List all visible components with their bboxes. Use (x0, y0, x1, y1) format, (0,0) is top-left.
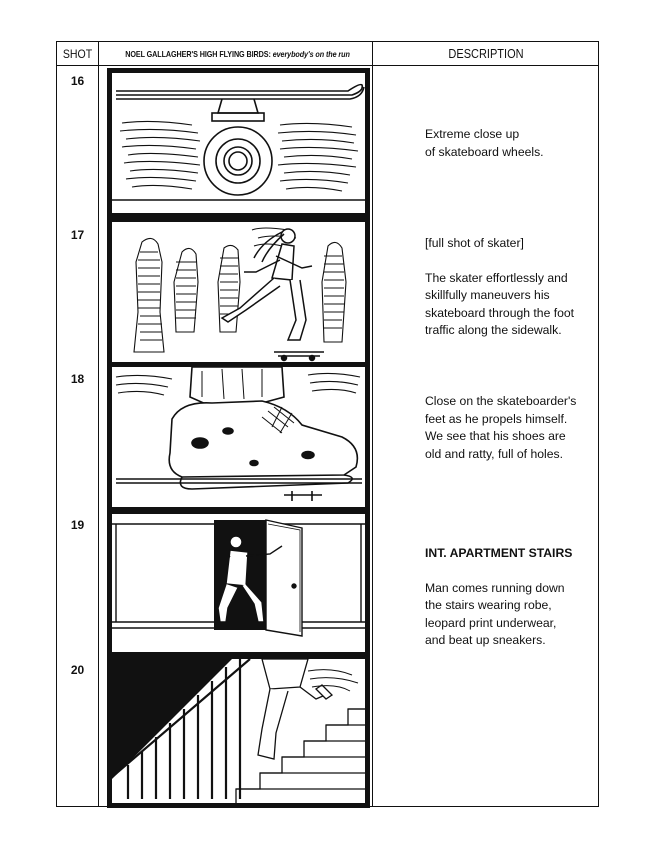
description-shot-16 (425, 126, 601, 161)
storyboard-panel-19 (107, 509, 370, 657)
shot-number: 19 (70, 518, 85, 532)
description-line: the stairs wearing robe, (425, 598, 552, 612)
description-line: skateboard through the foot (425, 305, 575, 320)
header-description-label: DESCRIPTION (448, 46, 524, 61)
shot-number: 18 (70, 372, 85, 386)
header-divider (57, 65, 598, 66)
description-shot-19 (425, 545, 601, 650)
man-stairs-drawing (112, 659, 365, 803)
header-title-bold: NOEL GALLAGHER'S HIGH FLYING BIRDS: (125, 48, 271, 59)
description-heading: INT. APARTMENT STAIRS (425, 546, 573, 560)
description-shot-18 (425, 393, 601, 463)
description-line: The skater effortlessly and (425, 270, 568, 285)
description-line: Close on the skateboarder's (425, 394, 577, 408)
storyboard-panel-20 (107, 654, 370, 808)
shot-number: 17 (70, 228, 85, 242)
skater-sidewalk-drawing (112, 222, 365, 362)
description-line: feet as he propels himself. (425, 411, 568, 426)
storyboard-panel-16 (107, 68, 370, 218)
header-shot-label: SHOT (62, 46, 93, 61)
description-shot-17 (425, 235, 601, 340)
description-line: traffic along the sidewalk. (425, 323, 562, 337)
description-line: Extreme close up (425, 127, 520, 141)
description-line: and beat up sneakers. (425, 633, 546, 647)
storyboard-sheet (56, 41, 599, 807)
header-title (122, 42, 353, 65)
header-title-italic: everybody's on the run (272, 48, 350, 59)
description-line: Man comes running down (425, 580, 565, 595)
skateboard-wheel-drawing (112, 73, 365, 213)
column-divider-description (372, 42, 373, 806)
description-line: leopard print underwear, (425, 615, 557, 630)
column-divider-shot (98, 42, 99, 806)
storyboard-panel-18 (107, 362, 370, 512)
ratty-sneaker-drawing (112, 367, 365, 507)
description-line: of skateboard wheels. (425, 144, 544, 159)
description-line: skillfully maneuvers his (425, 288, 550, 302)
description-heading: [full shot of skater] (425, 236, 524, 250)
storyboard-panel-17 (107, 217, 370, 367)
shot-number: 16 (70, 74, 85, 88)
description-line: We see that his shoes are (425, 429, 566, 443)
shot-number: 20 (70, 663, 85, 677)
description-line: old and ratty, full of holes. (425, 446, 563, 461)
man-door-drawing (112, 514, 365, 652)
